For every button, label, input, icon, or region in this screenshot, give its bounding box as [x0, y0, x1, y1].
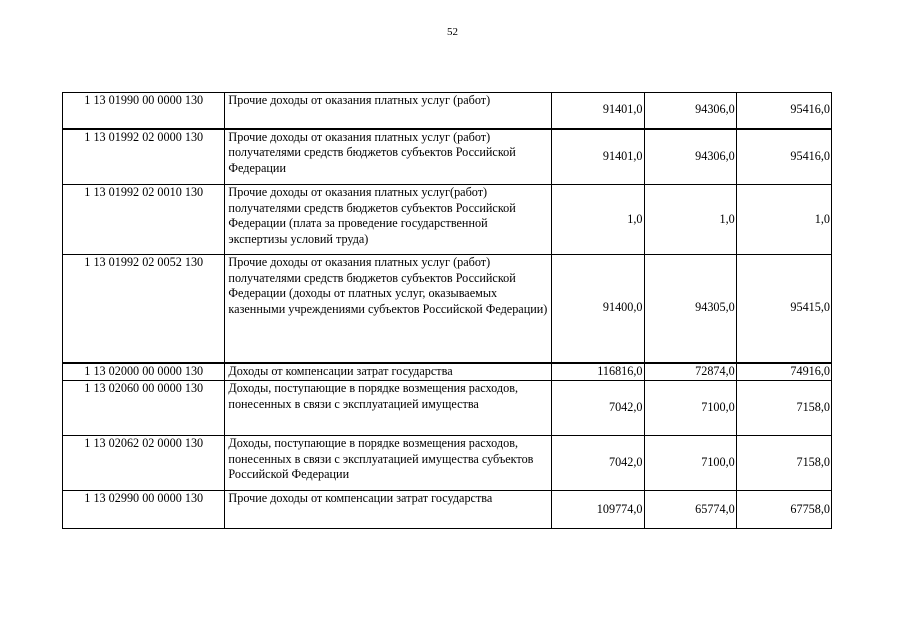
budget-code-cell: 1 13 01992 02 0052 130 [63, 255, 225, 363]
value-year-2-cell: 94305,0 [644, 255, 736, 363]
value-year-1-cell: 91400,0 [552, 255, 644, 363]
value-year-1-cell: 116816,0 [552, 363, 644, 381]
budget-code-cell: 1 13 02062 02 0000 130 [63, 436, 225, 491]
table-row [63, 255, 832, 363]
budget-code-cell: 1 13 01990 00 0000 130 [63, 93, 225, 129]
value-year-3-cell: 67758,0 [736, 491, 831, 529]
value-year-3-cell: 74916,0 [736, 363, 831, 381]
table-row [63, 363, 832, 381]
revenue-name-cell: Доходы от компенсации затрат государства [225, 363, 552, 381]
value-year-2-cell: 94306,0 [644, 129, 736, 185]
value-year-1-cell: 1,0 [552, 185, 644, 255]
table-row [63, 185, 832, 255]
table-row [63, 436, 832, 491]
value-year-3-cell: 1,0 [736, 185, 831, 255]
revenue-name-cell: Прочие доходы от оказания платных услуг (работ) получателями средств бюджетов субъектов Российской Федерации (доходы от платных услуг, оказываемых казенными учреждениями субъектов Российской Федерации) [225, 255, 552, 363]
value-year-1-cell: 7042,0 [552, 381, 644, 436]
value-year-3-cell: 7158,0 [736, 436, 831, 491]
budget-code-cell: 1 13 01992 02 0000 130 [63, 129, 225, 185]
value-year-2-cell: 7100,0 [644, 381, 736, 436]
revenue-table [62, 92, 832, 529]
value-year-1-cell: 7042,0 [552, 436, 644, 491]
table-row [63, 381, 832, 436]
table-row [63, 129, 832, 185]
page-number: 52 [447, 26, 458, 38]
budget-code-cell: 1 13 01992 02 0010 130 [63, 185, 225, 255]
revenue-name-cell: Прочие доходы от оказания платных услуг (работ) [225, 93, 552, 129]
revenue-name-cell: Прочие доходы от компенсации затрат государства [225, 491, 552, 529]
value-year-1-cell: 91401,0 [552, 129, 644, 185]
budget-code-cell: 1 13 02990 00 0000 130 [63, 491, 225, 529]
budget-code-cell: 1 13 02000 00 0000 130 [63, 363, 225, 381]
value-year-2-cell: 7100,0 [644, 436, 736, 491]
revenue-name-cell: Доходы, поступающие в порядке возмещения расходов, понесенных в связи с эксплуатацией имущества субъектов Российской Федерации [225, 436, 552, 491]
revenue-name-cell: Прочие доходы от оказания платных услуг (работ) получателями средств бюджетов субъектов Российской Федерации [225, 129, 552, 185]
value-year-3-cell: 95416,0 [736, 129, 831, 185]
value-year-2-cell: 65774,0 [644, 491, 736, 529]
revenue-name-cell: Прочие доходы от оказания платных услуг(работ) получателями средств бюджетов субъектов Российской Федерации (плата за проведение государственной экспертизы условий труда) [225, 185, 552, 255]
value-year-3-cell: 95415,0 [736, 255, 831, 363]
value-year-2-cell: 94306,0 [644, 93, 736, 129]
value-year-3-cell: 95416,0 [736, 93, 831, 129]
revenue-name-cell: Доходы, поступающие в порядке возмещения расходов, понесенных в связи с эксплуатацией имущества [225, 381, 552, 436]
budget-code-cell: 1 13 02060 00 0000 130 [63, 381, 225, 436]
value-year-2-cell: 72874,0 [644, 363, 736, 381]
value-year-1-cell: 91401,0 [552, 93, 644, 129]
value-year-1-cell: 109774,0 [552, 491, 644, 529]
value-year-3-cell: 7158,0 [736, 381, 831, 436]
table-row [63, 93, 832, 129]
value-year-2-cell: 1,0 [644, 185, 736, 255]
table-row [63, 491, 832, 529]
